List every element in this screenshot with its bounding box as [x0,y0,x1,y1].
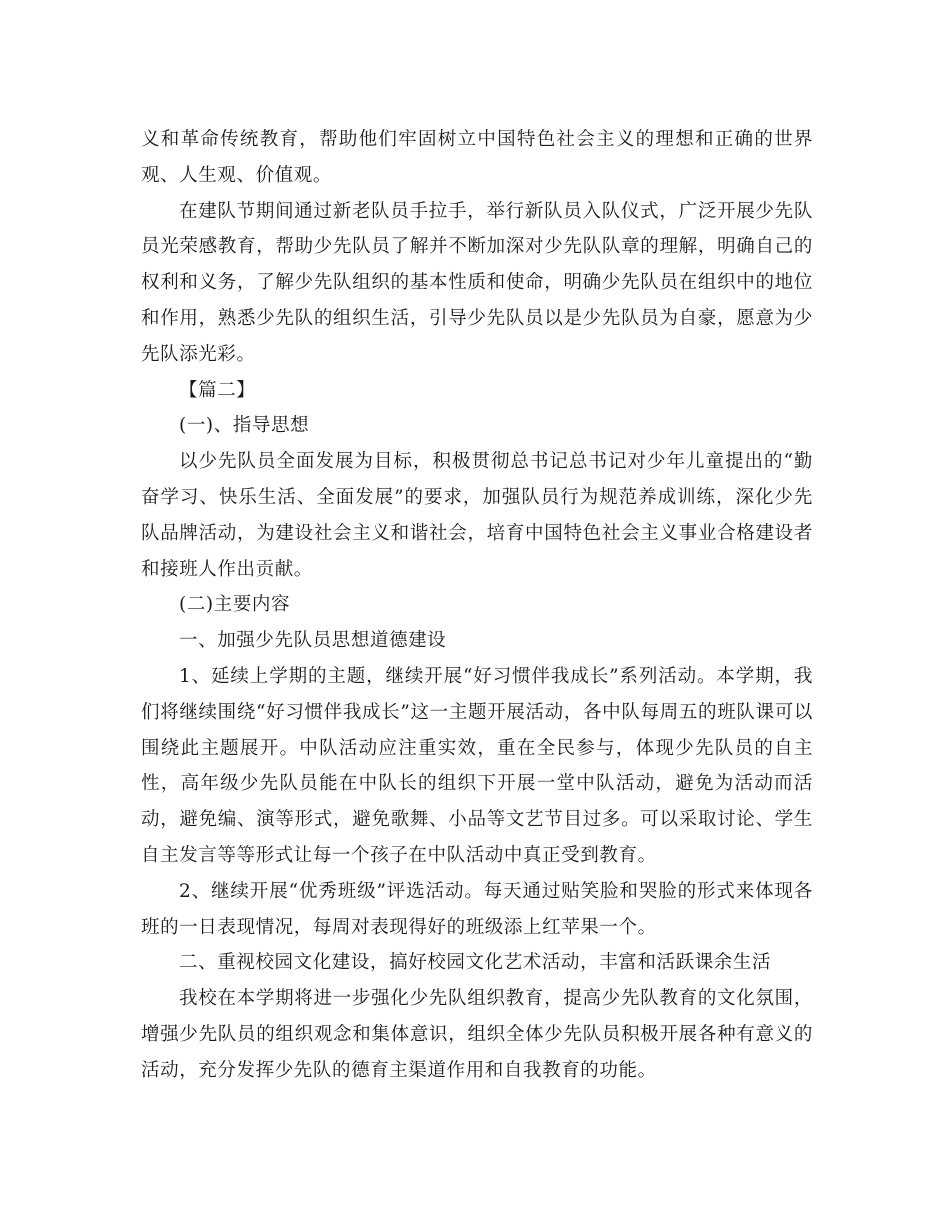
heading-main-content: (二)主要内容 [179,594,291,616]
heading-moral-construction: 一、加强少先队员思想道德建设 [179,630,447,652]
paragraph-campus-culture: 我校在本学期将进一步强化少先队组织教育，提高少先队教育的文化氛围，增强少先队员的组织观念和集体意识，组织全体少先队员积极开展各种有意义的活动，充分发挥少先队的德育主渠道作用和自我教育的功能。 [141,988,813,1081]
section-heading-part-two: 【篇二】 [179,379,256,401]
paragraph-excellent-class: 2、继续开展“优秀班级”评选活动。每天通过贴笑脸和哭脸的形式来体现各班的一日表现情况，每周对表现得好的班级添上红苹果一个。 [141,880,813,938]
heading-guiding-thought: (一)、指导思想 [179,415,310,437]
paragraph-guiding-thought: 以少先队员全面发展为目标，积极贯彻总书记总书记对少年儿童提出的“勤奋学习、快乐生活、全面发展”的要求，加强队员行为规范养成训练，深化少先队品牌活动，为建设社会主义和谐社会，培育中国特色社会主义事业合格建设者和接班人作出贡献。 [141,451,813,580]
paragraph-team-day: 在建队节期间通过新老队员手拉手，举行新队员入队仪式，广泛开展少先队员光荣感教育，帮助少先队员了解并不断加深对少先队队章的理解，明确自己的权利和义务，了解少先队组织的基本性质和使命，明确少先队员在组织中的地位和作用，熟悉少先队的组织生活，引导少先队员以是少先队员为自豪，愿意为少先队添光彩。 [141,200,813,365]
document-page [141,122,813,1089]
heading-campus-culture: 二、重视校园文化建设，搞好校园文化艺术活动，丰富和活跃课余生活 [179,952,772,974]
paragraph-good-habits: 1、延续上学期的主题，继续开展“好习惯伴我成长”系列活动。本学期，我们将继续围绕“好习惯伴我成长”这一主题开展活动，各中队每周五的班队课可以围绕此主题展开。中队活动应注重实效，重在全民参与，体现少先队员的自主性，高年级少先队员能在中队长的组织下开展一堂中队活动，避免为活动而活动，避免编、演等形式，避免歌舞、小品等文艺节目过多。可以采取讨论、学生自主发言等等形式让每一个孩子在中队活动中真正受到教育。 [141,665,813,866]
paragraph-continuation: 义和革命传统教育，帮助他们牢固树立中国特色社会主义的理想和正确的世界观、人生观、价值观。 [141,129,813,186]
